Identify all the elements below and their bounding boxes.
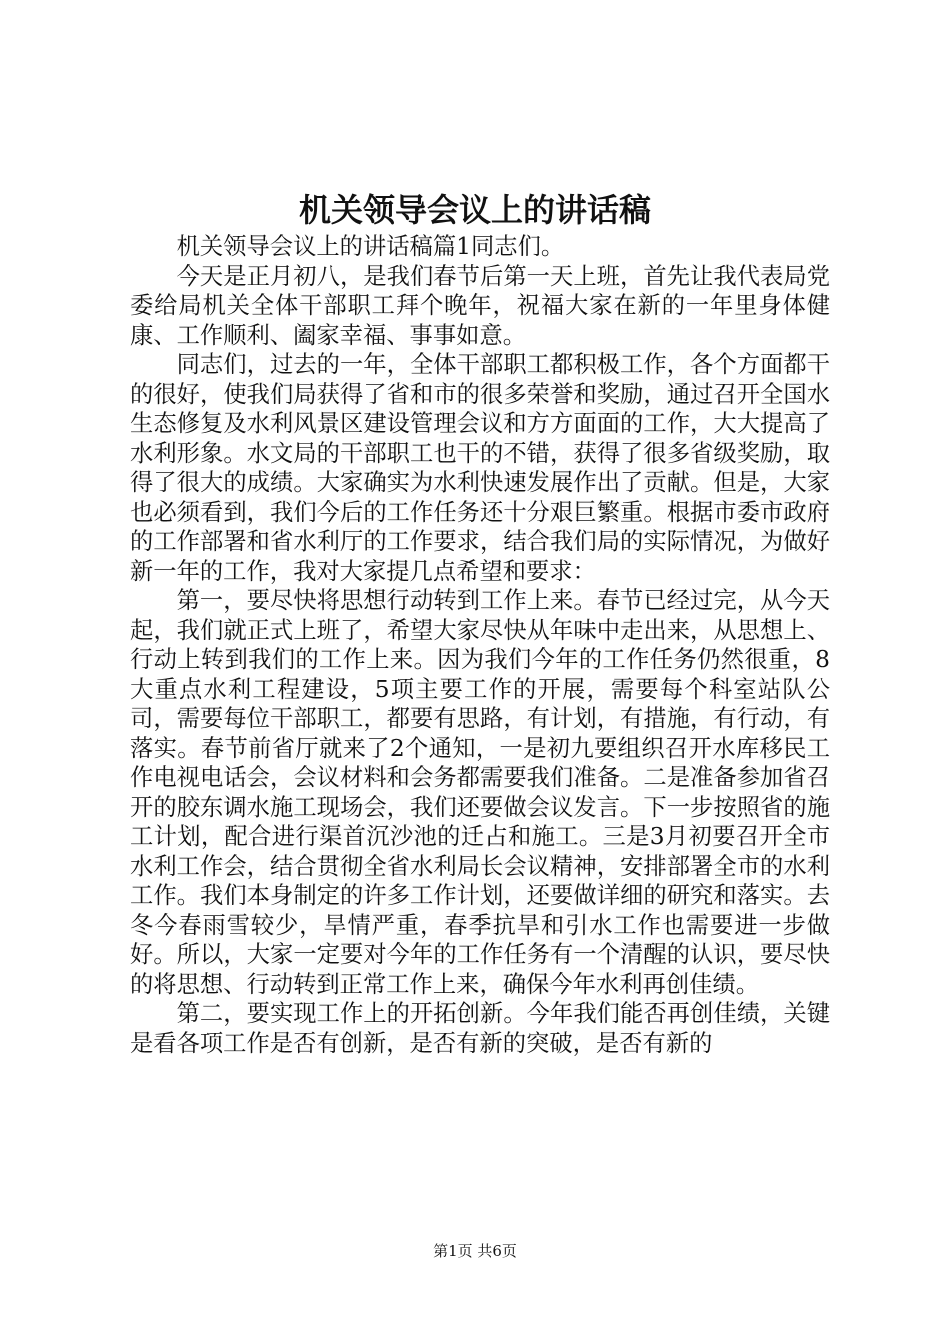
paragraph-4: 第一，要尽快将思想行动转到工作上来。春节已经过完，从今天起，我们就正式上班了，希望大家尽快从年味中走出来，从思想上、行动上转到我们的工作上来。因为我们今年的工作任务仍然很重，8大重点水利工程建设，5项主要工作的开展，需要每个科室站队公司，需要每位干部职工，都要有思路，有计划，有措施，有行动，有落实。春节前省厅就来了2个通知，一是初九要组织召开水库移民工作电视电话会，会议材料和会务都需要我们准备。二是准备参加省召开的胶东调水施工现场会，我们还要做会议发言。下一步按照省的施工计划，配合进行渠首沉沙池的迁占和施工。三是3月初要召开全市水利工作会，结合贯彻全省水利局长会议精神，安排部署全市的水利工作。我们本身制定的许多工作计划，还要做详细的研究和落实。去冬今春雨雪较少，旱情严重，春季抗旱和引水工作也需要进一步做好。所以，大家一定要对今年的工作任务有一个清醒的认识，要尽快的将思想、行动转到正常工作上来，确保今年水利再创佳绩。 — [130, 587, 830, 998]
paragraph-1: 机关领导会议上的讲话稿篇1同志们。 — [176, 233, 565, 260]
document-title: 机关领导会议上的讲话稿 — [298, 191, 651, 229]
document-body — [130, 232, 830, 1058]
paragraph-3: 同志们，过去的一年，全体干部职工都积极工作，各个方面都干的很好，使我们局获得了省和市的很多荣誉和奖励，通过召开全国水生态修复及水利风景区建设管理会议和方方面面的工作，大大提高了水利形象。水文局的干部职工也干的不错，获得了很多省级奖励，取得了很大的成绩。大家确实为水利快速发展作出了贡献。但是，大家也必须看到，我们今后的工作任务还十分艰巨繁重。根据市委市政府的工作部署和省水利厅的工作要求，结合我们局的实际情况，为做好新一年的工作，我对大家提几点希望和要求： — [130, 351, 830, 585]
paragraph-2: 今天是正月初八，是我们春节后第一天上班，首先让我代表局党委给局机关全体干部职工拜个晚年，祝福大家在新的一年里身体健康、工作顺利、阖家幸福、事事如意。 — [130, 262, 830, 349]
paragraph-5: 第二，要实现工作上的开拓创新。今年我们能否再创佳绩，关键是看各项工作是否有创新，是否有新的突破，是否有新的 — [130, 1000, 830, 1057]
page-footer: 第1页 共6页 — [433, 1242, 517, 1260]
